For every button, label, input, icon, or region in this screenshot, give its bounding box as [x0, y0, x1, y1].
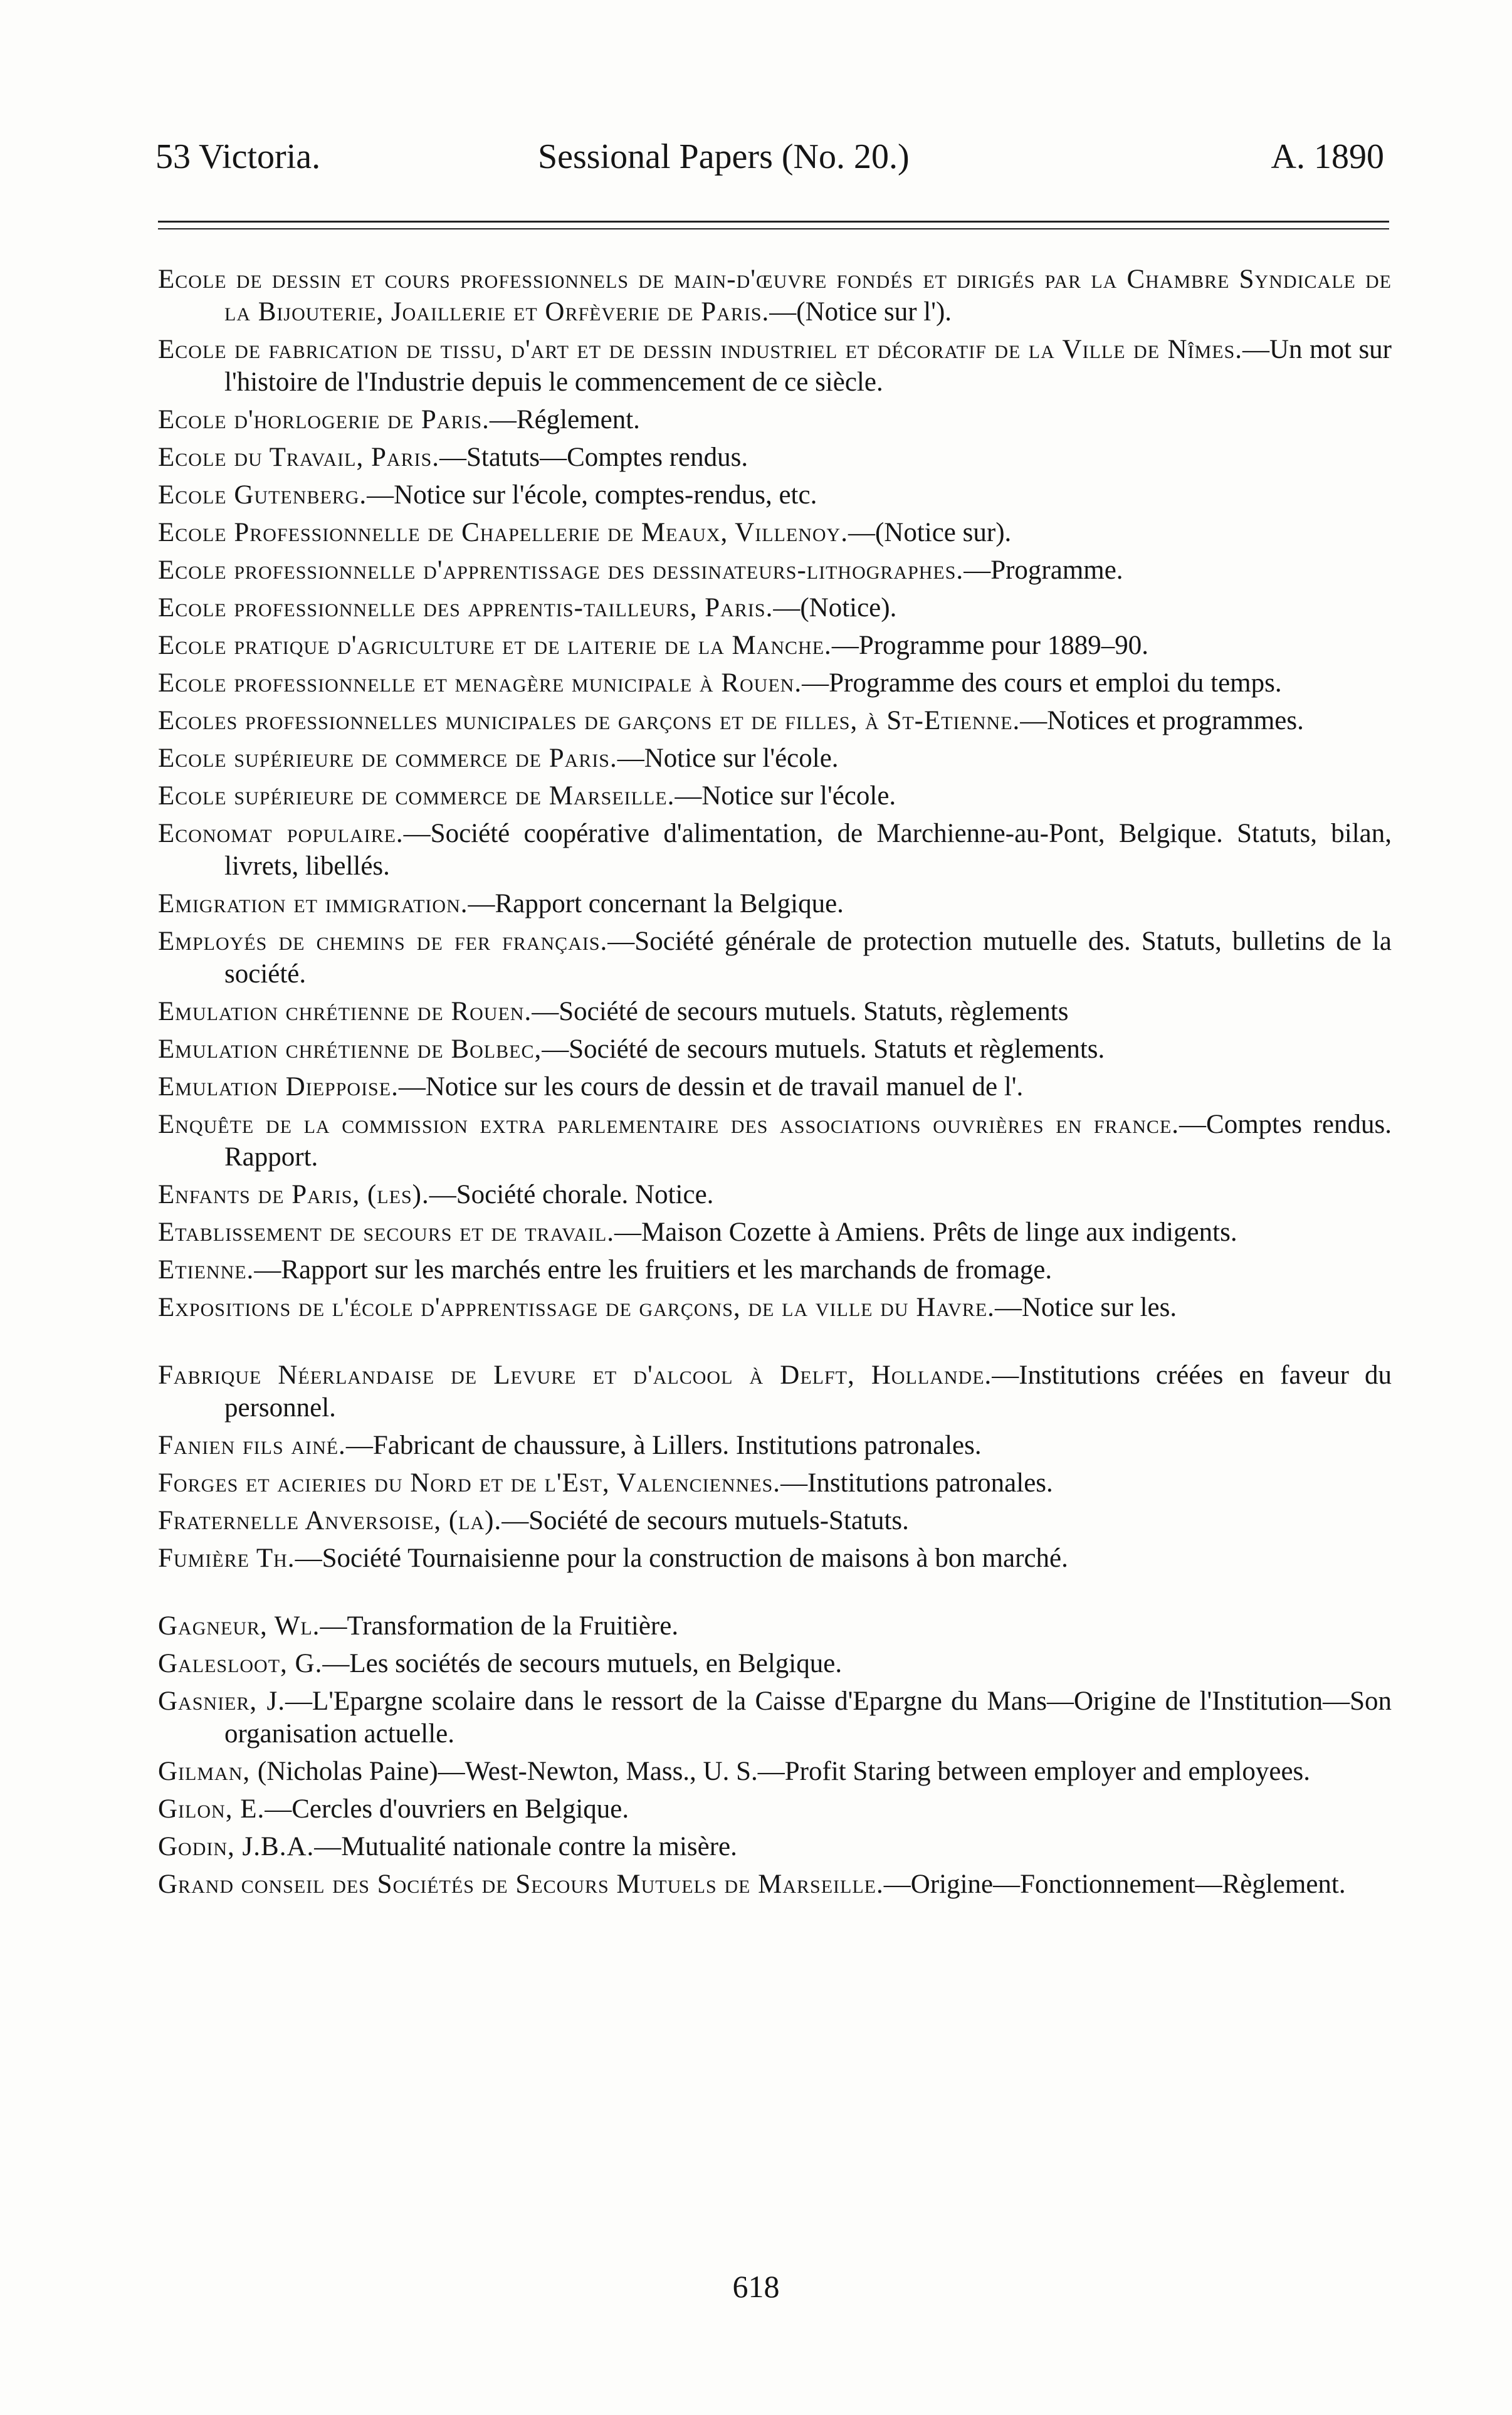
- index-entry: [158, 1429, 1392, 1462]
- entry-heading: Gilman,: [158, 1757, 258, 1786]
- entry-text: —(Notice sur).: [848, 518, 1012, 547]
- entry-heading: Ecole pratique d'agriculture et de laiterie de la Manche.: [158, 631, 832, 660]
- header-rule-top: [158, 221, 1389, 223]
- entry-text: —Notice sur l'école.: [675, 781, 896, 811]
- index-entry: [158, 1216, 1392, 1249]
- entry-text: (Nicholas Paine)—West-Newton, Mass., U. S.—Profit Staring between employer and employees.: [257, 1757, 1311, 1786]
- entry-text: —Programme des cours et emploi du temps.: [802, 668, 1282, 698]
- group-separator: [158, 1329, 1392, 1359]
- group-separator: [158, 1580, 1392, 1610]
- entry-heading: Emulation chrétienne de Bolbec,: [158, 1034, 542, 1064]
- entry-text: —Programme.: [963, 555, 1123, 585]
- index-entry: [158, 742, 1392, 775]
- entry-heading: Emigration et immigration.: [158, 889, 468, 918]
- entry-heading: Ecole de dessin et cours professionnels de main-d'œuvre fondés et dirigés par la Chambre Syndicale de la Bijouterie, Joaillerie et Orfèverie de Paris.: [158, 265, 1392, 327]
- index-entry: [158, 1254, 1392, 1286]
- index-entry: [158, 1071, 1392, 1103]
- entry-text: —Réglement.: [489, 405, 640, 434]
- entry-text: —Transformation de la Fruitière.: [320, 1611, 679, 1641]
- index-entry: [158, 334, 1392, 399]
- entry-text: —L'Epargne scolaire dans le ressort de la Caisse d'Epargne du Mans—Origine de l'Institution—Son organisation actuelle.: [224, 1686, 1392, 1749]
- entry-text: —Maison Cozette à Amiens. Prêts de linge aux indigents.: [614, 1218, 1237, 1247]
- entry-text: —Rapport concernant la Belgique.: [468, 889, 844, 918]
- entry-text: —Société coopérative d'alimentation, de Marchienne-au-Pont, Belgique. Statuts, bilan, livrets, libellés.: [224, 819, 1392, 881]
- entry-group: [158, 1359, 1392, 1575]
- entry-heading: Ecole professionnelle des apprentis-tailleurs, Paris.: [158, 593, 774, 623]
- index-entry: [158, 1359, 1392, 1424]
- entry-text: —Notices et programmes.: [1020, 706, 1304, 735]
- index-entry: [158, 263, 1392, 329]
- entry-text: —Société Tournaisienne pour la construction de maisons à bon marché.: [295, 1544, 1068, 1573]
- running-header: [155, 137, 1384, 187]
- entry-text: —Les sociétés de secours mutuels, en Belgique.: [322, 1649, 843, 1678]
- entry-heading: Ecole professionnelle et menagère municipale à Rouen.: [158, 668, 802, 698]
- index-entry: [158, 517, 1392, 549]
- entry-group: [158, 1610, 1392, 1901]
- index-entry: [158, 1793, 1392, 1826]
- entry-text: —Notice sur les cours de dessin et de travail manuel de l'.: [398, 1072, 1024, 1102]
- entry-heading: Economat populaire.: [158, 819, 404, 848]
- entry-heading: Grand conseil des Sociétés de Secours Mutuels de Marseille.: [158, 1870, 884, 1899]
- index-entry: [158, 1831, 1392, 1863]
- entry-heading: Gilon, E.: [158, 1794, 265, 1824]
- entry-heading: Fabrique Néerlandaise de Levure et d'alcool à Delft, Hollande.: [158, 1360, 992, 1390]
- index-entry: [158, 1610, 1392, 1643]
- index-entry: [158, 925, 1392, 991]
- index-entry: [158, 780, 1392, 813]
- entry-text: —Un mot sur l'histoire de l'Industrie depuis le commencement de ce siècle.: [224, 335, 1392, 397]
- entry-heading: Ecoles professionnelles municipales de garçons et de filles, à St-Etienne.: [158, 706, 1021, 735]
- entry-heading: Emulation Dieppoise.: [158, 1072, 399, 1102]
- index-entry: [158, 1108, 1392, 1174]
- index-entry: [158, 888, 1392, 920]
- entry-heading: Fraternelle Anversoise, (la).: [158, 1506, 502, 1535]
- header-session: 53 Victoria.: [155, 137, 321, 176]
- page-number: 618: [732, 2269, 780, 2304]
- entry-text: —(Notice).: [773, 593, 897, 623]
- index-entry: [158, 705, 1392, 737]
- entry-heading: Ecole professionnelle d'apprentissage des dessinateurs-lithographes.: [158, 555, 964, 585]
- entry-heading: Etienne.: [158, 1255, 255, 1285]
- index-entry: [158, 818, 1392, 883]
- entry-group: [158, 263, 1392, 1324]
- entry-text: —Société de secours mutuels-Statuts.: [501, 1506, 909, 1535]
- entry-heading: Fanien fils ainé.: [158, 1431, 346, 1460]
- index-entry: [158, 554, 1392, 587]
- index-entry: [158, 1292, 1392, 1324]
- entry-heading: Fumière Th.: [158, 1544, 295, 1573]
- index-entry: [158, 479, 1392, 512]
- entry-heading: Ecole de fabrication de tissu, d'art et de dessin industriel et décoratif de la Ville de Nîmes.: [158, 335, 1242, 364]
- entry-heading: Gagneur, Wl.: [158, 1611, 320, 1641]
- index-entry: [158, 1179, 1392, 1211]
- entry-heading: Ecole Gutenberg.: [158, 480, 367, 510]
- index-entry: [158, 629, 1392, 662]
- header-rule-bottom: [158, 228, 1389, 229]
- index-entry: [158, 441, 1392, 474]
- entry-heading: Godin, J.B.A.: [158, 1832, 315, 1861]
- index-entry: [158, 1648, 1392, 1680]
- entry-text: —Société chorale. Notice.: [429, 1180, 714, 1209]
- entry-text: —Notice sur l'école, comptes-rendus, etc.: [367, 480, 817, 510]
- entry-text: —Rapport sur les marchés entre les fruitiers et les marchands de fromage.: [254, 1255, 1053, 1285]
- entry-heading: Ecole Professionnelle de Chapellerie de Meaux, Villenoy.: [158, 518, 848, 547]
- index-entry: [158, 1542, 1392, 1575]
- entry-heading: Emulation chrétienne de Rouen.: [158, 997, 532, 1026]
- entry-heading: Expositions de l'école d'apprentissage de garçons, de la ville du Havre.: [158, 1293, 995, 1322]
- index-entry: [158, 996, 1392, 1028]
- index-entry: [158, 667, 1392, 700]
- entry-text: —Mutualité nationale contre la misère.: [314, 1832, 737, 1861]
- entry-heading: Ecole du Travail, Paris.: [158, 443, 440, 472]
- entry-heading: Ecole supérieure de commerce de Paris.: [158, 744, 617, 773]
- entry-text: —Société de secours mutuels. Statuts et règlements.: [542, 1034, 1105, 1064]
- entry-heading: Ecole supérieure de commerce de Marseille.: [158, 781, 675, 811]
- entry-text: —Société de secours mutuels. Statuts, règlements: [532, 997, 1069, 1026]
- entry-heading: Gasnier, J.: [158, 1686, 285, 1716]
- entry-heading: Ecole d'horlogerie de Paris.: [158, 405, 490, 434]
- index-entries: [158, 263, 1392, 1906]
- entry-text: —Notice sur les.: [994, 1293, 1177, 1322]
- header-title: Sessional Papers (No. 20.): [538, 137, 910, 176]
- entry-text: —Institutions créées en faveur du personnel.: [224, 1360, 1392, 1423]
- index-entry: [158, 1467, 1392, 1500]
- entry-text: —Statuts—Comptes rendus.: [439, 443, 748, 472]
- entry-heading: Employés de chemins de fer français.: [158, 927, 608, 956]
- index-entry: [158, 1868, 1392, 1901]
- index-entry: [158, 1033, 1392, 1066]
- entry-text: —Fabricant de chaussure, à Lillers. Institutions patronales.: [345, 1431, 982, 1460]
- entry-heading: Galesloot, G.: [158, 1649, 323, 1678]
- index-entry: [158, 1755, 1392, 1788]
- entry-heading: Forges et acieries du Nord et de l'Est, Valenciennes.: [158, 1468, 781, 1498]
- entry-heading: Enfants de Paris, (les).: [158, 1180, 429, 1209]
- entry-text: —Origine—Fonctionnement—Règlement.: [883, 1870, 1346, 1899]
- entry-text: —(Notice sur l').: [769, 297, 952, 327]
- index-entry: [158, 404, 1392, 436]
- entry-heading: Enquête de la commission extra parlementaire des associations ouvrières en france.: [158, 1110, 1180, 1139]
- entry-text: —Comptes rendus. Rapport.: [224, 1110, 1392, 1172]
- entry-heading: Etablissement de secours et de travail.: [158, 1218, 614, 1247]
- entry-text: —Notice sur l'école.: [617, 744, 839, 773]
- index-entry: [158, 1685, 1392, 1750]
- index-entry: [158, 592, 1392, 624]
- entry-text: —Société générale de protection mutuelle des. Statuts, bulletins de la société.: [224, 927, 1392, 989]
- entry-text: —Cercles d'ouvriers en Belgique.: [265, 1794, 629, 1824]
- entry-text: —Programme pour 1889–90.: [831, 631, 1148, 660]
- entry-text: —Institutions patronales.: [780, 1468, 1053, 1498]
- index-entry: [158, 1505, 1392, 1537]
- header-year: A. 1890: [1271, 137, 1384, 176]
